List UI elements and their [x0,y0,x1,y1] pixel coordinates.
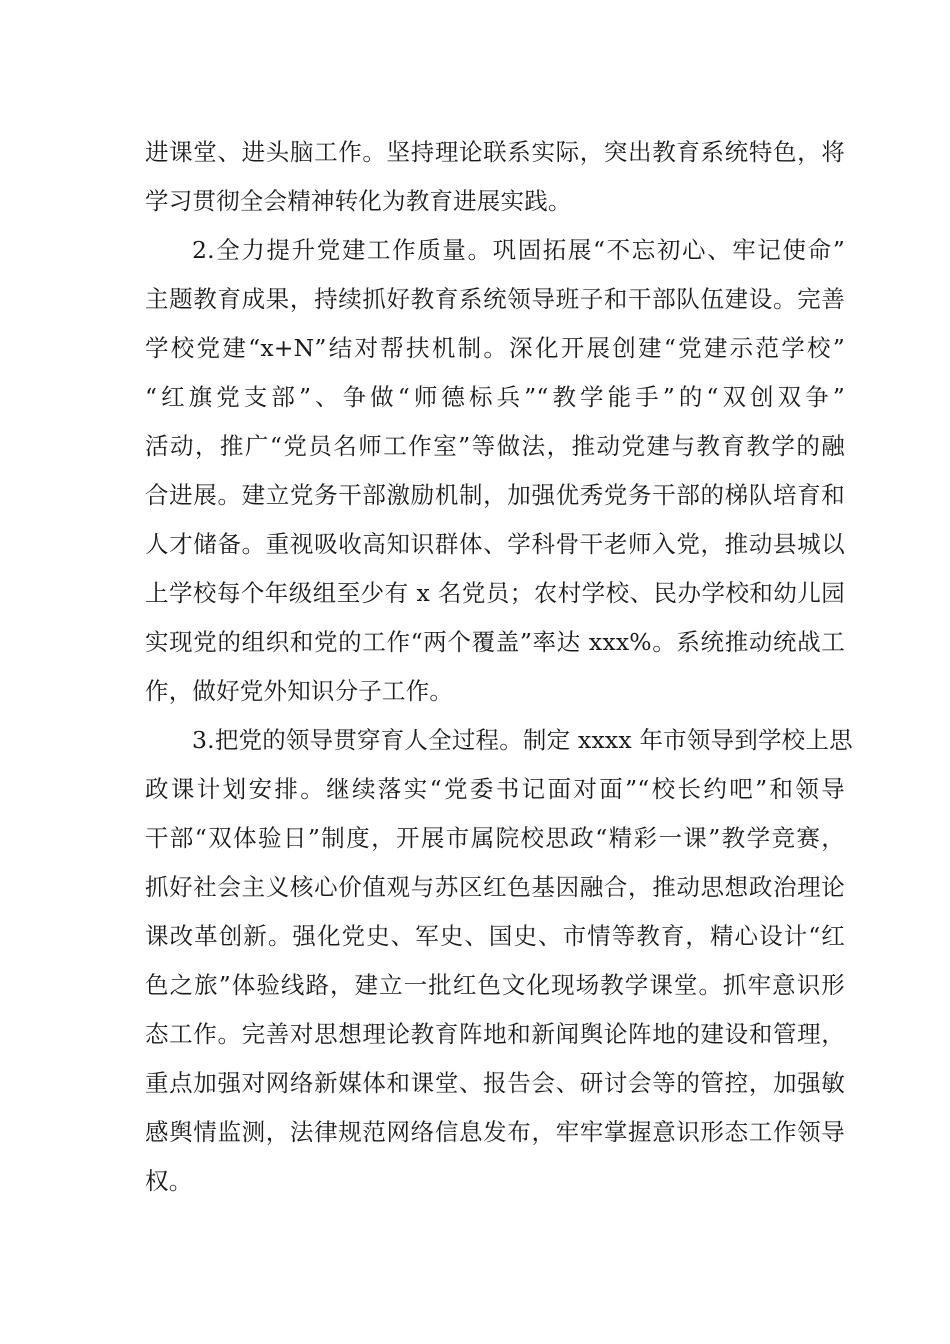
text-line: 进课堂、进头脑工作。坚持理论联系实际，突出教育系统特色，将 [145,138,845,166]
text-line: “红旗党支部”、争做“师德标兵”“教学能手”的“双创双争” [145,383,845,411]
paragraph-3-heading-line: 3.把党的领导贯穿育人全过程。制定 xxxx 年市领导到学校上思 [192,726,853,754]
text-line: 活动，推广“党员名师工作室”等做法，推动党建与教育教学的融 [145,432,845,460]
text-line: 色之旅”体验线路，建立一批红色文化现场教学课堂。抓牢意识形 [145,971,845,999]
text-line: 主题教育成果，持续抓好教育系统领导班子和干部队伍建设。完善 [145,285,845,313]
text-line: 实现党的组织和党的工作“两个覆盖”率达 xxx%。系统推动统战工 [145,628,845,656]
text-line: 抓好社会主义核心价值观与苏区红色基因融合，推动思想政治理论 [145,873,845,901]
text-line: 课改革创新。强化党史、军史、国史、市情等教育，精心设计“红 [145,922,845,950]
text-line: 感舆情监测，法律规范网络信息发布，牢牢掌握意识形态工作领导 [145,1118,845,1146]
text-line: 学习贯彻全会精神转化为教育进展实践。 [145,187,572,215]
text-line: 重点加强对网络新媒体和课堂、报告会、研讨会等的管控，加强敏 [145,1069,845,1097]
text-line: 学校党建“x+N”结对帮扶机制。深化开展创建“党建示范学校” [145,334,845,362]
text-line: 政课计划安排。继续落实“党委书记面对面”“校长约吧”和领导 [145,775,845,803]
text-line: 干部“双体验日”制度，开展市属院校思政“精彩一课”教学竞赛， [145,824,845,852]
text-line: 合进展。建立党务干部激励机制，加强优秀党务干部的梯队培育和 [145,481,845,509]
text-line: 上学校每个年级组至少有 x 名党员；农村学校、民办学校和幼儿园 [145,579,845,607]
paragraph-2-heading-line: 2.全力提升党建工作质量。巩固拓展“不忘初心、牢记使命” [192,236,845,264]
text-line: 权。 [145,1167,193,1195]
text-line: 态工作。完善对思想理论教育阵地和新闻舆论阵地的建设和管理， [145,1020,845,1048]
text-line: 作，做好党外知识分子工作。 [145,677,454,705]
text-line: 人才储备。重视吸收高知识群体、学科骨干老师入党，推动县城以 [145,530,845,558]
